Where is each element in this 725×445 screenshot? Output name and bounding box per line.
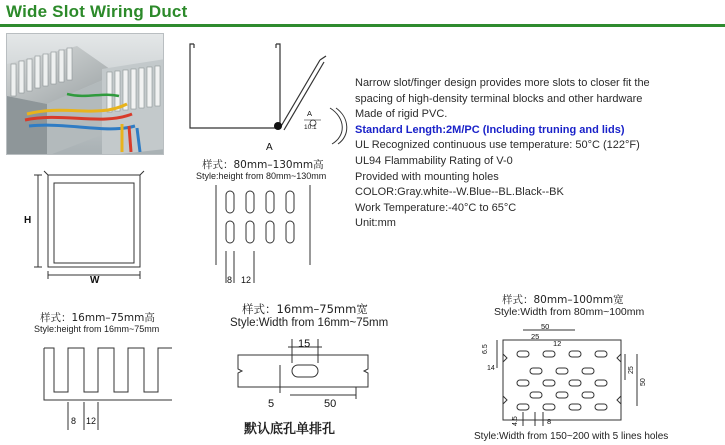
description-line: Work Temperature:-40°C to 65°C [355, 201, 517, 214]
detail-point-marker [274, 122, 282, 130]
base-16-75-caption-zh: 样式：16mm–75mm宽 [242, 302, 368, 316]
slot-16-75-dim-b: 12 [86, 416, 97, 426]
slot-80-130-dim-a: 8 [227, 275, 233, 285]
cross-section-drawing [18, 165, 158, 285]
dim-right50: 50 [640, 378, 647, 386]
dim-right25: 25 [628, 366, 635, 374]
dim-25: 25 [531, 332, 540, 341]
description-line: UL94 Flammability Rating of V-0 [355, 154, 513, 167]
duct-profile-drawing [180, 38, 350, 156]
dim-4-5: 4.5 [512, 416, 519, 426]
description-line: spacing of high-density terminal blocks and other hardware [355, 92, 643, 105]
scale-ratio: 10:1 [304, 124, 317, 131]
description-line: UL Recognized continuous use temperature: 50°C (122°F) [355, 139, 640, 152]
dim-14: 14 [487, 365, 495, 372]
description-line: COLOR:Gray.white--W.Blue--BL.Black--BK [355, 186, 564, 199]
base-16-75-footer-zh: 默认底孔单排孔 [244, 422, 336, 437]
base-80-100-caption-en: Style:Width from 80mm~100mm [494, 306, 645, 318]
slot-16-75-dim-a: 8 [71, 416, 77, 426]
slot-80-130-drawing [210, 185, 320, 285]
product-photo [6, 33, 164, 155]
dim-12: 12 [553, 339, 562, 348]
slot-16-75-height-drawing [40, 340, 180, 435]
dim-6-5: 6.5 [482, 344, 489, 354]
label-a: A [266, 142, 273, 153]
base-16-75-dim-side: 5 [268, 398, 275, 410]
description-line: Made of rigid PVC. [355, 108, 448, 121]
base-80-100-footer-en: Style:Width from 150~200 with 5 lines holes [474, 431, 669, 442]
description-line: Provided with mounting holes [355, 170, 499, 183]
standard-length-line: Standard Length:2M/PC (Including truning and lids) [355, 123, 625, 136]
slot-80-130-dim-b: 12 [241, 275, 252, 285]
dim-top50: 50 [541, 322, 550, 331]
label-w: W [90, 275, 100, 285]
base-16-75-width-drawing [228, 335, 378, 417]
description-line: Narrow slot/finger design provides more slots to closer fit the [355, 77, 650, 89]
wiring-duct-photo-image [7, 34, 164, 155]
base-16-75-dim-pitch: 50 [324, 398, 337, 410]
description-line: Unit:mm [355, 217, 396, 230]
base-16-75-dim-slot: 15 [298, 338, 311, 350]
header [0, 0, 725, 26]
base-80-100-width-drawing [475, 320, 650, 430]
slot-16-75-caption-zh: 样式：16mm–75mm高 [40, 312, 155, 324]
dim-8: 8 [547, 417, 552, 426]
slot-80-130-caption-en: Style:height from 80mm~130mm [196, 171, 327, 181]
base-80-100-caption-zh: 样式：80mm–100mm宽 [502, 294, 624, 306]
header-divider [0, 24, 725, 27]
scale-label-a: A [307, 109, 313, 118]
label-h: H [24, 215, 32, 226]
page-title: Wide Slot Wiring Duct [6, 2, 188, 21]
slot-80-130-caption-zh: 样式：80mm–130mm高 [202, 159, 324, 171]
base-16-75-caption-en: Style:Width from 16mm~75mm [230, 317, 389, 329]
product-description [355, 76, 720, 232]
slot-16-75-caption-en: Style:height from 16mm~75mm [34, 324, 160, 334]
